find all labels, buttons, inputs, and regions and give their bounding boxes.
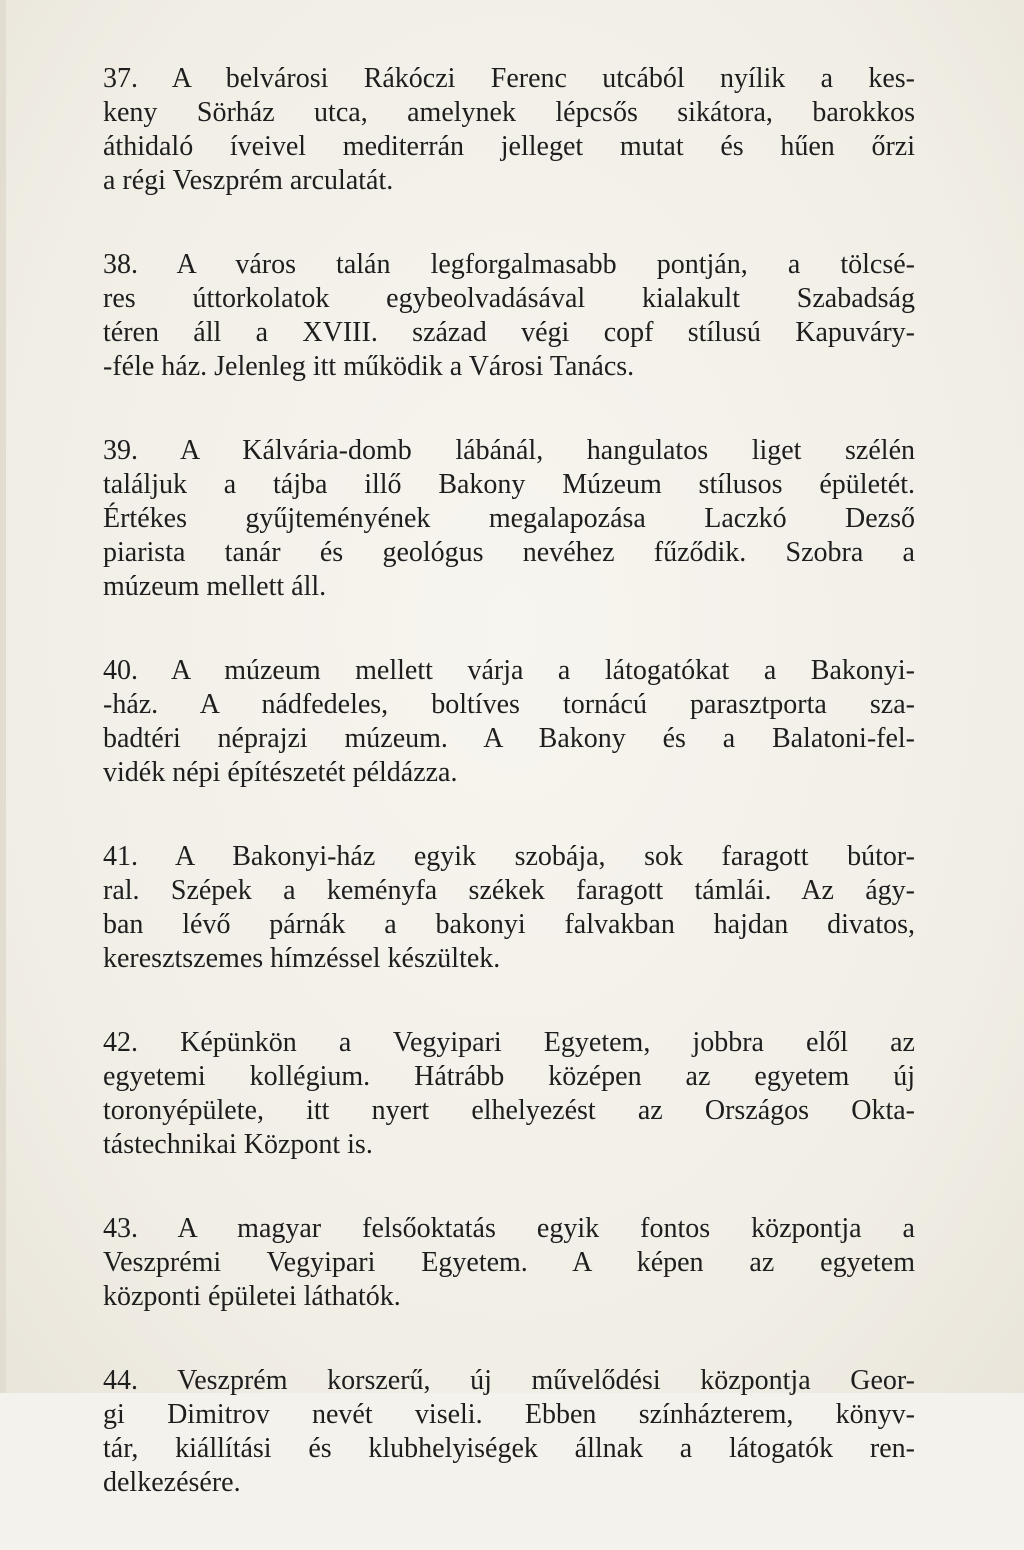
- entry-44: [103, 1364, 915, 1500]
- text-column: [103, 62, 915, 1550]
- entry-line: -ház. A nádfedeles, boltíves tornácú parasztporta sza-: [103, 689, 915, 720]
- entry-line: egyetemi kollégium. Hátrább középen az egyetem új: [103, 1061, 915, 1092]
- entry-37: [103, 62, 915, 198]
- entry-line: a régi Veszprém arculatát.: [103, 165, 394, 196]
- entry-line: piarista tanár és geológus nevéhez fűződik. Szobra a: [103, 537, 915, 568]
- entry-line: 37. A belvárosi Rákóczi Ferenc utcából nyílik a kes-: [103, 63, 915, 94]
- entry-38: [103, 248, 915, 384]
- page-edge-shadow: [0, 0, 6, 1393]
- entry-line: központi épületei láthatók.: [103, 1281, 401, 1312]
- entry-line: toronyépülete, itt nyert elhelyezést az Országos Okta-: [103, 1095, 915, 1126]
- entry-line: Értékes gyűjteményének megalapozása Laczkó Dezső: [103, 503, 915, 534]
- entry-line: ral. Szépek a keményfa székek faragott támlái. Az ágy-: [103, 875, 915, 906]
- entry-line: gi Dimitrov nevét viseli. Ebben színházterem, könyv-: [103, 1399, 915, 1430]
- entry-42: [103, 1026, 915, 1162]
- entry-43: [103, 1212, 915, 1314]
- entry-line: téren áll a XVIII. század végi copf stílusú Kapuváry-: [103, 317, 915, 348]
- entry-line: vidék népi építészetét példázza.: [103, 757, 458, 788]
- entry-line: 42. Képünkön a Vegyipari Egyetem, jobbra elől az: [103, 1027, 915, 1058]
- entry-line: áthidaló íveivel mediterrán jelleget mutat és hűen őrzi: [103, 131, 915, 162]
- entry-line: találjuk a tájba illő Bakony Múzeum stílusos épületét.: [103, 469, 915, 500]
- entry-line: delkezésére.: [103, 1467, 241, 1498]
- entry-line: res úttorkolatok egybeolvadásával kialakult Szabadság: [103, 283, 915, 314]
- entry-line: múzeum mellett áll.: [103, 571, 327, 602]
- entry-line: 41. A Bakonyi-ház egyik szobája, sok faragott bútor-: [103, 841, 915, 872]
- entry-40: [103, 654, 915, 790]
- entry-line: -féle ház. Jelenleg itt működik a Városi Tanács.: [103, 351, 635, 382]
- entry-line: keny Sörház utca, amelynek lépcsős sikátora, barokkos: [103, 97, 915, 128]
- entry-line: tár, kiállítási és klubhelyiségek állnak a látogatók ren-: [103, 1433, 915, 1464]
- entry-line: badtéri néprajzi múzeum. A Bakony és a Balatoni-fel-: [103, 723, 915, 754]
- entry-line: 43. A magyar felsőoktatás egyik fontos központja a: [103, 1213, 915, 1244]
- entry-line: tástechnikai Központ is.: [103, 1129, 373, 1160]
- entry-line: ban lévő párnák a bakonyi falvakban hajdan divatos,: [103, 909, 915, 940]
- entry-line: 38. A város talán legforgalmasabb pontján, a tölcsé-: [103, 249, 915, 280]
- entry-41: [103, 840, 915, 976]
- entry-line: 44. Veszprém korszerű, új művelődési központja Geor-: [103, 1365, 915, 1396]
- entry-line: Veszprémi Vegyipari Egyetem. A képen az egyetem: [103, 1247, 915, 1278]
- entry-line: 39. A Kálvária-domb lábánál, hangulatos liget szélén: [103, 435, 915, 466]
- entry-39: [103, 434, 915, 604]
- entry-line: keresztszemes hímzéssel készültek.: [103, 943, 501, 974]
- entry-line: 40. A múzeum mellett várja a látogatókat a Bakonyi-: [103, 655, 915, 686]
